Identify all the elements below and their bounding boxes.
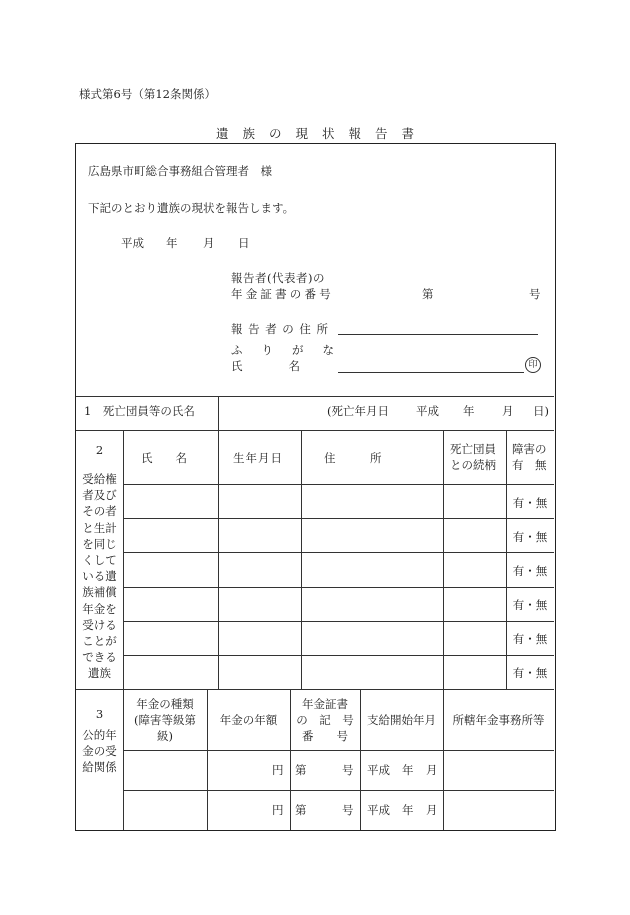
pension-cert-dai[interactable]: 第 bbox=[295, 803, 307, 817]
header-disability-2: 有 無 bbox=[512, 458, 547, 472]
seal-icon: 印 bbox=[525, 357, 541, 373]
name-label: 氏 名 bbox=[231, 359, 300, 373]
form-number: 様式第6号（第12条関係） bbox=[79, 87, 216, 101]
date-day[interactable]: 日 bbox=[238, 236, 250, 250]
death-date-era[interactable]: 平成 bbox=[416, 404, 439, 418]
header-pension-amount: 年金の年額 bbox=[219, 713, 278, 727]
section3-col-line bbox=[443, 689, 444, 830]
section2-col-line bbox=[218, 430, 219, 689]
header-start: 支給開始年月 bbox=[367, 713, 436, 727]
header-pension-type-2: (障害等級第 bbox=[134, 713, 196, 727]
section1-label: 1 死亡団員等の氏名 bbox=[84, 404, 195, 418]
header-address: 住 所 bbox=[324, 451, 382, 465]
date-month[interactable]: 月 bbox=[203, 236, 215, 250]
header-disability-1: 障害の bbox=[512, 442, 547, 456]
disability-toggle[interactable]: 有・無 bbox=[512, 632, 548, 646]
row-line bbox=[123, 790, 554, 791]
cert-dai[interactable]: 第 bbox=[422, 287, 434, 301]
reporter-cert-label-2: 年金証書の番号 bbox=[231, 287, 334, 301]
disability-toggle[interactable]: 有・無 bbox=[512, 598, 548, 612]
disability-toggle[interactable]: 有・無 bbox=[512, 530, 548, 544]
death-date-day[interactable]: 日) bbox=[533, 404, 549, 418]
pension-start-year[interactable]: 年 bbox=[402, 803, 414, 817]
pension-start-year[interactable]: 年 bbox=[402, 763, 414, 777]
section2-number: 2 bbox=[95, 443, 104, 457]
date-year[interactable]: 年 bbox=[166, 236, 178, 250]
divider-section1 bbox=[76, 396, 554, 397]
address-line[interactable] bbox=[338, 334, 538, 335]
furigana-label: ふりがな bbox=[231, 343, 353, 357]
pension-yen[interactable]: 円 bbox=[272, 763, 284, 777]
pension-start-era[interactable]: 平成 bbox=[367, 763, 390, 777]
row-line bbox=[123, 552, 554, 553]
header-relation-1: 死亡団員 bbox=[450, 442, 496, 456]
section3-col-line bbox=[360, 689, 361, 830]
header-cert-2: の 記 号 bbox=[296, 713, 354, 727]
pension-start-month[interactable]: 月 bbox=[426, 803, 438, 817]
header-pension-type-1: 年金の種類 bbox=[136, 697, 194, 711]
row-line bbox=[123, 484, 554, 485]
divider-section3 bbox=[76, 689, 554, 690]
header-cert-1: 年金証書 bbox=[302, 697, 348, 711]
header-cert-3: 番 号 bbox=[302, 729, 348, 743]
section2-side-label: 受給権者及びその者と生計を同じくしている遺族補償年金を受けることができる遺族 bbox=[82, 472, 117, 681]
row-line bbox=[123, 587, 554, 588]
row-line bbox=[123, 655, 554, 656]
pension-start-era[interactable]: 平成 bbox=[367, 803, 390, 817]
pension-yen[interactable]: 円 bbox=[272, 803, 284, 817]
death-date-month[interactable]: 月 bbox=[502, 404, 514, 418]
header-name: 氏 名 bbox=[141, 451, 187, 465]
report-form bbox=[75, 143, 556, 831]
section1-divider bbox=[218, 396, 219, 430]
row-line bbox=[123, 621, 554, 622]
death-date-label: (死亡年月日 bbox=[327, 404, 389, 418]
section3-number: 3 bbox=[95, 707, 104, 721]
section2-col-line bbox=[123, 430, 124, 689]
cert-go[interactable]: 号 bbox=[529, 287, 541, 301]
address-label: 報告者の住所 bbox=[231, 322, 334, 336]
reporter-cert-label-1: 報告者(代表者)の bbox=[231, 271, 325, 285]
name-line[interactable] bbox=[338, 372, 524, 373]
header-birth: 生年月日 bbox=[233, 451, 283, 465]
section2-col-line bbox=[506, 430, 507, 689]
pension-cert-go[interactable]: 号 bbox=[342, 803, 354, 817]
section3-col-line bbox=[207, 689, 208, 830]
section2-col-line bbox=[443, 430, 444, 689]
row-line bbox=[123, 518, 554, 519]
pension-cert-go[interactable]: 号 bbox=[342, 763, 354, 777]
pension-cert-dai[interactable]: 第 bbox=[295, 763, 307, 777]
disability-toggle[interactable]: 有・無 bbox=[512, 666, 548, 680]
row-line bbox=[123, 750, 554, 751]
divider-section2 bbox=[76, 430, 554, 431]
header-pension-type-3: 級) bbox=[157, 729, 173, 743]
disability-toggle[interactable]: 有・無 bbox=[512, 496, 548, 510]
statement: 下記のとおり遺族の現状を報告します。 bbox=[88, 201, 295, 215]
section2-col-line bbox=[301, 430, 302, 689]
death-date-year[interactable]: 年 bbox=[463, 404, 475, 418]
addressee: 広島県市町総合事務組合管理者 様 bbox=[88, 164, 272, 178]
page-title: 遺族の現状報告書 bbox=[215, 126, 428, 141]
pension-start-month[interactable]: 月 bbox=[426, 763, 438, 777]
header-office: 所轄年金事務所等 bbox=[452, 713, 545, 727]
section3-side-label: 公的年金の受給関係 bbox=[82, 728, 117, 775]
header-relation-2: との続柄 bbox=[450, 458, 496, 472]
disability-toggle[interactable]: 有・無 bbox=[512, 564, 548, 578]
date-era[interactable]: 平成 bbox=[121, 236, 144, 250]
